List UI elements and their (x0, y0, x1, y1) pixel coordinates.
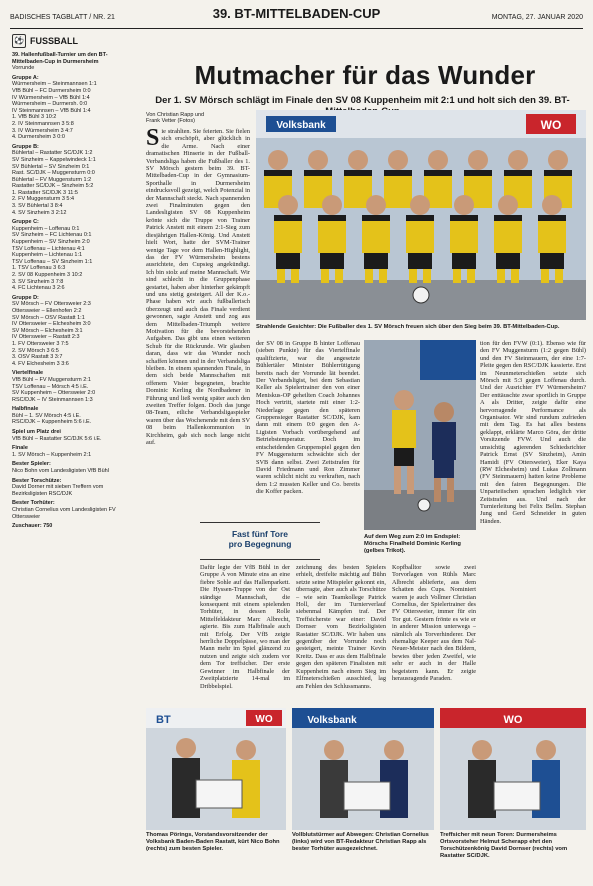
result-line: Kuppenheim – Lichtenau 1:1 (12, 252, 83, 259)
result-line: RSC/DJK – Kuppenheim 5:6 i.E. (12, 419, 92, 426)
article-text-4: Dafür legte der VfB Bühl in der Gruppe A von Minute eins an eine fiebre Sohle auf das Hallenparkett. Die Hyssen-Truppe von der Ost ständige Mannschaft, die konsequent mit einem spielenden Torhüter, in dessen Rolle Mittelfeldakteur Marc Albrecht, agierte. Bis zum Halbfinale auch mit Erfolg. Der VfB zeigte herrliche Doppelpässe, wo man der Mann mehr im Spiel glänzend zu nutzen und zeigte sich zudem vor dem Tor treffsicher. Der erste Gewinner im Halbfinale der Zweitplatzierte 14-mal im Dribbelspiel. (200, 564, 290, 690)
result-line: Kuppenheim – SV Sinzheim 2:0 (12, 239, 90, 246)
article-column-3 (480, 340, 586, 700)
article-text-1: ie strahlten. Sie feierten. Sie fielen sich erschöpft, aber glücklich in die Arme. Nach einer dramatischen Hinserie in der Fußball-Verbandsliga haben die Fußballer des 1. SV Mörsch gestern beim 39. BT-Mittelbaden-Cup in der Gymnasium-Sporthalle in Durmersheim eindrucksvoll gezeigt, welch Potenzial in der Mannschaft steckt. Nach spannenden zwei Finalminuten gegen den Landesligisten SV 08 Kuppenheim krönte sich die Truppe von Trainer Patrick Anstett mit einem 2:1-Sieg zum diesjährigen Hallen-König. Und Anstett hielt Wort, hatte der SVM-Trainer wenige Tage vor dem Hallen-Highlight, das der FV Würmersheim bestens ausrichtete, den Cupsieg angekündigt. Ich bin stolz auf meine Mannschaft. Wir sind schlecht in die Gruppenphase gestartet, haben aber hinterher gekämpft und uns stetig gesteigert. All der K.o.-Phase haben wir auch fußballerisch überzeugt und auch das Finale verdient gewonnen, sagte Anstett und zog aus dem Mittelbaden-Triumph weitere Motivation für die bevorstehenden Aufgaben. Das gibt uns einen weiteren Schub für die Rückrunde. Wir glauben daran, dass wir das Wunder noch schaffen können und in der Verbandsliga bleiben. In einem spannenden Finale, in dem sich beide Mannschaften mit offenem Visier begegneten, brachte Dominic Kerling die Nordbadener in Führung und ließ wenig später auch den zweiten Treffer folgen. Doch das junge 08-Team, etliche Verbandsligaspieler waren über das Wochenende mit dem SV 08 beim Hallenkommunion in Kirchheim, gab sich noch lange nicht auf. (146, 128, 250, 447)
results-section-title: Gruppe D: (12, 294, 39, 301)
article-text-5: zeichnung des besten Spielers erhielt, dreifelte mächtig auf Bühn setzte seine Mitspieler gekonnt ein, überragte, aber auch als Torschütze – wie sein Teamkollege Patrick Holl, der im Turnierverlauf siebenmal Kämpfen traf. Der Treffsicherste war einer: David Dornser vom Bezirksligisten Rastatter SC/DJK. Wir haben uns gegenüber der Vorrunde noch gesteigert, meinte Trainer Kevin Kreitz. Dass er aus dem Halbfinale gegen den späteren Finalisten mit Kuppenheim nach einem Sieg im Elfmeterschießen ausschied, lag am Fehlen des Schlussmanns. (296, 564, 386, 690)
result-line: 1. Rastatter SC/DJK 3 11:5 (12, 189, 78, 196)
byline-photos: Frank Vetter (Fotos) (146, 118, 195, 124)
results-section (12, 219, 136, 292)
award-caption-2: Vollblutstürmer auf Abwegen: Christian Cornelius (links) wird von BT-Redakteur Christian Rapp als bester Torhüter ausgezeichnet. (292, 832, 429, 852)
subheading-box (200, 522, 320, 560)
results-section (12, 52, 136, 72)
result-line: IV Ottersweier – Elchesheim 3:0 (12, 321, 91, 328)
article-column-2 (256, 340, 360, 510)
result-line: TSV Loffenau – Mörsch 4:5 i.E. (12, 383, 89, 390)
results-section-title: Zuschauer: 750 (12, 523, 53, 530)
results-section-title: Spiel um Platz drei (12, 429, 61, 436)
byline-author: Von Christian Rapp und (146, 112, 205, 118)
rubric (12, 34, 78, 48)
article-text-6: Kopfballtor sowie zwei Torvorlagen von Rühls Marc Albrecht ablieferte, aus dem Schatten des Cups. Nominiert waren je auch Vollmer Christian Cornelius, der Spielertrainer des FV Ottersweier, immer für ein Tor gut. Gestern frönte es wie er in anderer Mission unterwegs – nämlich als Torverhinderer. Der ehemalige Keeper aus dem Nal-Neuer-Meister nach den Bildern, bewies über jeden Zweifel, wie sehr er auch in der Halle begeistern kann. Er zeigte herausragende Paraden. (392, 564, 476, 683)
result-line: 2. FV Muggensturm 3 5:4 (12, 196, 75, 203)
drop-cap: S (146, 128, 160, 151)
team-photo-caption: Strahlende Gesichter: Die Fußballer des 1. SV Mörsch freuen sich über den Sieg beim 39. BT-Mittelbaden-Cup. (256, 324, 560, 330)
result-line: VfB Bühl – Rastatter SC/DJK 5:6 i.E. (12, 435, 102, 442)
result-line: David Dorner mit sieben Treffern vom Bezirksligisten RSC/DJK (12, 484, 104, 497)
result-line: IV Steinmannsen – VfB Bühl 1:4 (12, 107, 91, 114)
result-line: RSC/DJK – IV Steinmannsen 1:3 (12, 396, 93, 403)
result-line: TSV Loffenau – SV Sinzheim 1:1 (12, 258, 93, 265)
result-line: SV Kuppenheim – Ottersweier 2:0 (12, 390, 96, 397)
results-section (12, 523, 136, 530)
rubric-label: FUSSBALL (30, 36, 78, 46)
results-section (12, 429, 136, 442)
award-caption-1: Thomas Pörings, Vorstandsvorsitzender der Volksbank Baden-Baden Rastatt, kürt Nico Bohn (rechts) zum besten Spieler. (146, 832, 280, 852)
action-photo (364, 340, 476, 530)
result-line: 3. IV Würmersheim 3 4:7 (12, 127, 73, 134)
results-section (12, 478, 136, 498)
team-photo (256, 110, 586, 320)
subheadline: Der 1. SV Mörsch schlägt im Finale den SV 08 Kuppenheim mit 2:1 und holt sich den 39. BT- (155, 95, 570, 106)
section-title: 39. BT-MITTELBADEN-CUP (212, 6, 381, 21)
results-section-title: Finale (12, 445, 28, 452)
article-text-3: tion für den FVW (0:1). Ebenso wie für den FV Muggensturm (1:2 gegen Bühl) und den FV Steinmauern, der eine 1:7-Pleite gegen den RSC/DJK kassierte. Erst im Neunmeterschießen setzte sich Mörsch mit 5:3 gegen Loffenau durch. Und der Ausrichter FV Würmersheim? Der enttäuschte zwar sportlich in Gruppe A als Dritter, zeigte dafür eine hervorragende Performance als Organisator. Wir sind rundum zufrieden mit dem Tag. Es hat alles bestens geklappt, erklärte Marco Göra, der dritte Vorsitzende FVW. Und auch die umsichtig agierenden Schiedsrichter Patrick Ernst (SV Sinzheim), Amin Hamidi (FV Ottersweier), Eker Kaya (RW Elchesheim) und Lukas Zollmann (FV Steinmauern) hatten keine Probleme mit den fairen Begegnungen. Die Unparteiischen sprachen lediglich vier Zeitstrafen aus. Und nach der Turnierleitung bei Felix Bellm. Stephan Jung und Gerd Schneider in guten Händen. (480, 340, 586, 525)
result-line: 4. FC Lichtenau 3 2:6 (12, 285, 65, 292)
result-line: SV Mörsch – FV Ottersweier 2:3 (12, 301, 91, 308)
award-photo-2 (292, 708, 434, 830)
award-photo-3 (440, 708, 586, 830)
result-line: IV Ottersweier – Rastatt 2:3 (12, 334, 80, 341)
subheading-line-2: pro Begegnung (228, 539, 292, 549)
player-figure (384, 150, 412, 208)
wo-banner: WO (540, 118, 562, 132)
results-section-title: Bester Torhüter: (12, 500, 55, 507)
result-line: Rastatter SC/DJK – Sinzheim 5:2 (12, 183, 94, 190)
headline: Mutmacher für das Wunder (194, 60, 536, 90)
result-line: 3. SV Sinzheim 3 7:8 (12, 278, 64, 285)
result-line: 2. IV Steinmannsen 3 5:8 (12, 120, 74, 127)
result-line: SV Mörsch – OSV Rastatt 1:1 (12, 314, 85, 321)
result-line: Würmersheim – Steinmannsen 1:1 (12, 81, 97, 88)
volksbank-banner: Volksbank (276, 120, 326, 131)
ball-icon (413, 287, 429, 303)
results-section (12, 461, 136, 474)
result-line: VfB Bühl – FC Durmersheim 0:0 (12, 87, 91, 94)
result-line: 1. FV Ottersweier 3 7:5 (12, 340, 69, 347)
result-line: SV Sinzheim – FC Lichtenau 0:1 (12, 232, 92, 239)
result-line: Bühl – 1. SV Mörsch 4:5 i.E. (12, 412, 81, 419)
result-line: SV Bühlertal – SV Sinzheim 0:1 (12, 163, 90, 170)
result-line: 2. SV Mörsch 3 6:5 (12, 347, 59, 354)
result-line: 2. SV 08 Kuppenheim 3 10:2 (12, 272, 83, 278)
results-section-title: Gruppe A: (12, 74, 39, 81)
result-line: IV Würmersheim – VfB Bühl 1:4 (12, 94, 90, 101)
result-line: Bühlertal – FV Muggensturm 1:2 (12, 176, 92, 183)
results-section-title: 39. Hallenfußball-Turnier um den BT-Mittelbaden-Cup in Durmersheim (12, 52, 108, 65)
results-section-title: Viertelfinale (12, 370, 44, 377)
action-photo-caption: Auf dem Weg zum 2:0 im Endspiel: Mörschs Finalheld Dominic Kerling (gelbes Trikot). (364, 534, 461, 554)
results-section (12, 75, 136, 141)
result-line: VfB Bühl – FV Muggensturm 2:1 (12, 376, 91, 383)
article-column-6 (392, 564, 476, 704)
svg-text:WO: WO (255, 714, 273, 725)
results-section (12, 445, 136, 458)
results-section-title: Bester Torschütze: (12, 477, 62, 484)
result-line: 1. VfB Bühl 3 10:2 (12, 114, 57, 121)
results-section (12, 370, 136, 403)
result-line: 3. OSV Rastatt 3 3:7 (12, 354, 63, 361)
result-line: 1. TSV Loffenau 3 6:3 (12, 265, 66, 272)
result-line: Kuppenheim – Loffenau 0:1 (12, 225, 80, 232)
results-section (12, 406, 136, 426)
result-line: Rast. SC/DJK – Muggensturm 0:0 (12, 170, 95, 177)
results-section-title: Bester Spieler: (12, 461, 51, 468)
publication-name: BADISCHES TAGBLATT / NR. 21 (10, 14, 115, 21)
volksbank-sign: Volksbank (307, 715, 357, 726)
bt-logo: BT (156, 714, 171, 726)
results-section (12, 295, 136, 368)
award-caption-3: Treffsicher mit neun Toren: Durmersheims Ortsvorsteher Helmut Scherapp ehrt den Torschützenkönig David Dornser (rechts) vom Rastatter SC/DJK. (440, 832, 568, 859)
results-section (12, 144, 136, 217)
results-section (12, 500, 136, 520)
results-section-title: Gruppe B: (12, 143, 39, 150)
award-photo-1 (146, 708, 286, 830)
result-line: Vorrunde (12, 65, 35, 72)
result-line: Ottersweier – Ellenhofen 2:2 (12, 307, 82, 314)
result-line: Christian Cornelius vom Landesligisten FV Ottersweier (12, 507, 116, 520)
article-text-2: der SV 08 in Gruppe B hinter Loffenau (sieben Punkte) für das Viertelfinale qualifizierte, war die angesetzte Bühlertäler Minister Bühlerrütigung bereits nach der Vorrunde lät beendet. Der Verbandsligist, bei dem Sebastian Keller als Spielertrainer den von einer Meniskus-OP geheilten Coach Johannes Hoch vertritt, startete mit einer 1:2-Niederlage gegen den späteren Gruppensieger Rastatter SC/DJK, kam dann mit einem 0:0 gegen den A-Ligisten Vorbach vorübergehend auf Betriebstemperatur. Doch im entscheidenden Gruppenspiel gegen den FV Muggensturm schwächte sich der SVB dann selbst. Zwei Zeitstrafen für David Friedmann und Ron Zimmer waren schlicht nicht zu verkraften, nach dem 1:2 mussten Keller und Co. bereits die Koffer packen. (256, 340, 360, 496)
result-line: 4. FV Elchesheim 3 3:6 (12, 360, 69, 367)
result-line: 3. SV Bühlertal 3 8:4 (12, 203, 63, 210)
byline (146, 112, 261, 124)
page-header (10, 6, 583, 26)
svg-text:WO: WO (503, 714, 523, 726)
header-divider (10, 28, 583, 29)
result-line: TSV Loffenau – Lichtenau 4:1 (12, 245, 85, 252)
issue-date: MONTAG, 27. JANUAR 2020 (491, 14, 583, 21)
soccer-icon: ⚽ (12, 34, 26, 48)
result-line: 4. Durmersheim 3 0:0 (12, 134, 65, 141)
subheading-line-1: Fast fünf Tore (231, 529, 289, 539)
article-column-5 (296, 564, 386, 704)
result-line: Nico Bohn vom Landesligisten VfB Bühl (12, 468, 109, 475)
result-line: SV Sinzheim – Kappelwindeck 1:1 (12, 156, 96, 163)
results-section-title: Gruppe C: (12, 219, 39, 226)
result-line: 4. SV Sinzheim 3 2:12 (12, 209, 67, 216)
result-line: 1. SV Mörsch – Kuppenheim 2:1 (12, 451, 92, 458)
results-section-title: Halbfinale (12, 406, 39, 413)
results-sidebar (12, 52, 136, 872)
result-line: Bühlertal – Rastatter SC/DJK 1:2 (12, 150, 93, 157)
result-line: Würmersheim – Durmersh. 0:0 (12, 101, 88, 108)
article-column-4 (200, 564, 290, 704)
result-line: SV Mörsch – Elchesheim 3:1 (12, 327, 83, 334)
